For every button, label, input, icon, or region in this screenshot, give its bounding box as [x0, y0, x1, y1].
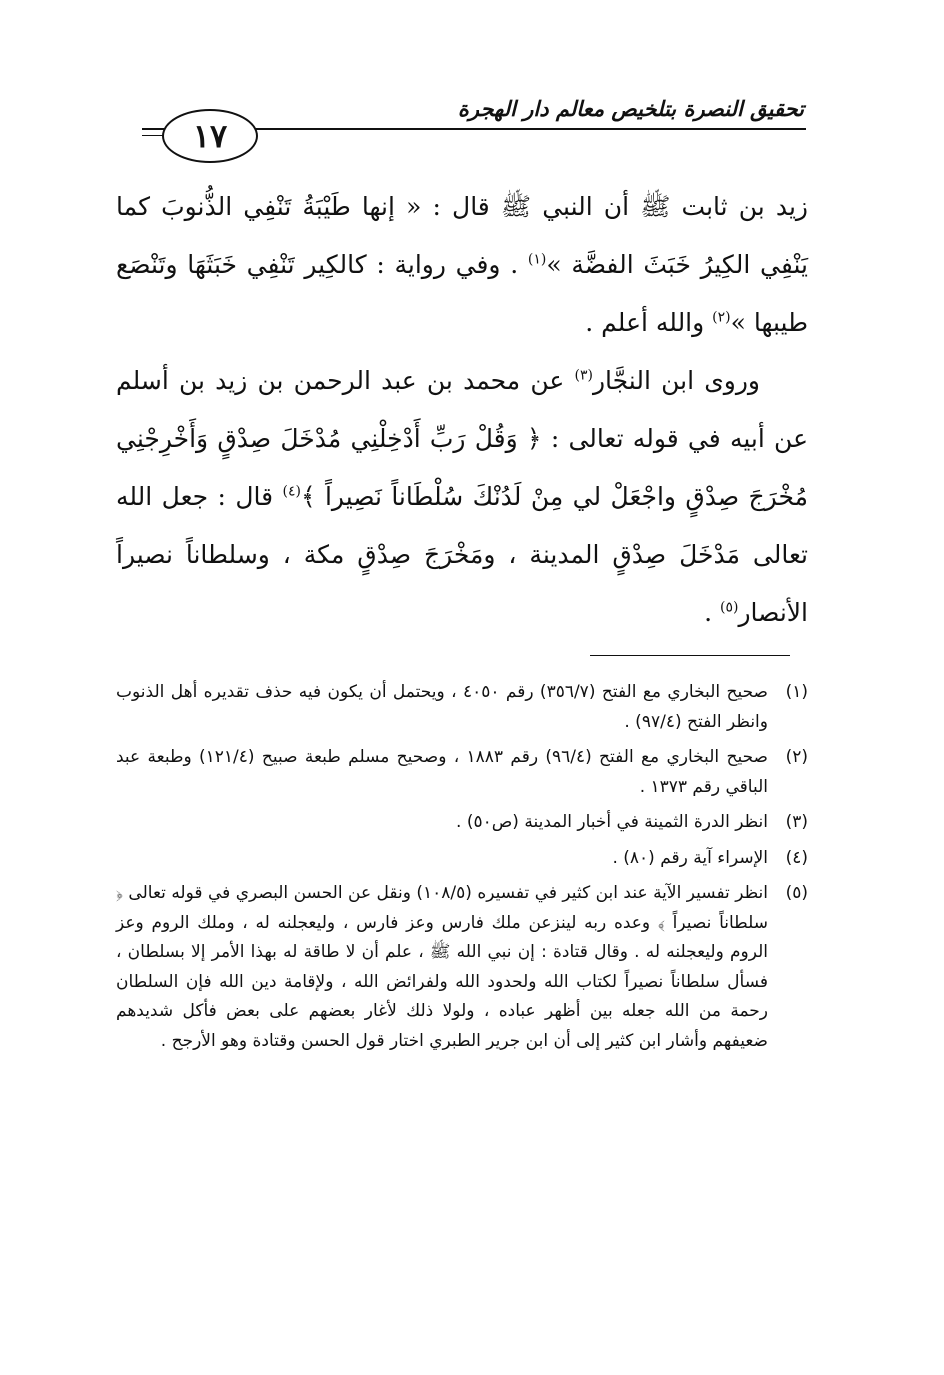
paragraph-1 — [116, 178, 808, 352]
footnote-ref-1: (١) — [527, 251, 547, 268]
footnote-text: انظر تفسير الآية عند ابن كثير في تفسيره (١٠٨/٥) ونقل عن الحسن البصري في قوله تعالى ﴿ سلطاناً نصيراً ﴾ وعده ربه لينزعن ملك فارس وعز فارس ، وليعجلنه له ، وملك الروم وعز الروم وليعجلنه له . وقال قتادة : إن نبي الله ﷺ ، علم أن لا طاقة له بهذا الأمر إلا بسلطان ، فسأل سلطاناً نصيراً لكتاب الله ولحدود الله ولفرائض الله ، ولإقامة دين الله فإن السلطان رحمة من الله جعله بين أظهر عباده ، ولولا ذلك لأغار بعضهم على بعض فأكل شديدهم ضعيفهم وأشار ابن كثير إلى أن ابن جرير الطبري اختار قول الحسن وقتادة وهو الأرجح . — [116, 883, 768, 1051]
footnote-text: الإسراء آية رقم (٨٠) . — [612, 847, 768, 868]
footnote-ref-2: (٢) — [712, 309, 731, 326]
footnote-2 — [116, 743, 808, 802]
footnote-number: (٢) — [785, 747, 808, 767]
p1-end: والله أعلم . — [585, 308, 705, 337]
footnote-number: (٤) — [785, 847, 808, 868]
footnote-number: (١) — [785, 682, 808, 702]
footnote-text: انظر الدرة الثمينة في أخبار المدينة (ص٥٠) . — [456, 812, 768, 832]
page-number — [162, 109, 258, 163]
p2-b: عن محمد بن عبد الرحمن بن زيد بن أسلم عن أبيه في قوله تعالى : ﴿ وَقُلْ رَبِّ أَدْخِلْنِي مُدْخَلَ صِدْقٍ وَأَخْرِجْنِي مُخْرَجَ صِدْقٍ واجْعَلْ لي مِنْ لَدُنْكَ سُلْطَاناً نَصِيراً ﴾ — [116, 366, 808, 511]
p1-text: زيد بن ثابت ﷺ أن النبي ﷺ قال : « إنها طَيْبَةُ تَنْفِي الذُّنوبَ كما يَنْفِي الكِيرُ خَبَثَ الفضَّة » — [116, 192, 808, 279]
footnote-text: صحيح البخاري مع الفتح (٣٥٦/٧) رقم ٤٠٥٠ ، ويحتمل أن يكون فيه حذف تقديره أهل الذنوب وانظر الفتح (٩٧/٤) . — [116, 682, 768, 732]
paragraph-2 — [116, 352, 808, 642]
footnote-ref-3: (٣) — [574, 367, 593, 384]
page-number-text: ١٧ — [192, 117, 228, 155]
footnote-ref-4: (٤) — [282, 483, 301, 500]
running-title: تحقيق النصرة بتلخيص معالم دار الهجرة — [457, 96, 804, 121]
footnote-text: صحيح البخاري مع الفتح (٩٦/٤) رقم ١٨٨٣ ، وصحيح مسلم طبعة صبيح (١٢١/٤) وطبعة عبد الباقي رقم ١٣٧٣ . — [116, 747, 768, 797]
footnotes — [116, 678, 808, 1062]
footnote-separator — [590, 655, 790, 656]
footnote-5 — [116, 879, 808, 1056]
footnote-4 — [116, 844, 808, 874]
p2-end: . — [704, 598, 713, 627]
footnote-1 — [116, 678, 808, 737]
p2-c: قال : جعل الله تعالى مَدْخَلَ صِدْقٍ المدينة ، ومَخْرَجَ صِدْقٍ مكة ، وسلطاناً نصيراً الأنصار — [116, 482, 809, 627]
main-text — [116, 178, 808, 642]
footnote-number: (٥) — [785, 883, 808, 903]
footnote-ref-5: (٥) — [720, 599, 739, 616]
p2-a: وروى ابن النجَّار — [592, 366, 760, 395]
footnote-number: (٣) — [785, 812, 808, 832]
footnote-3 — [116, 808, 808, 838]
p1-mid: . وفي رواية : كالكِير تَنْفِي خَبَثَهَا وتَنْصَع طيبها » — [116, 250, 808, 337]
